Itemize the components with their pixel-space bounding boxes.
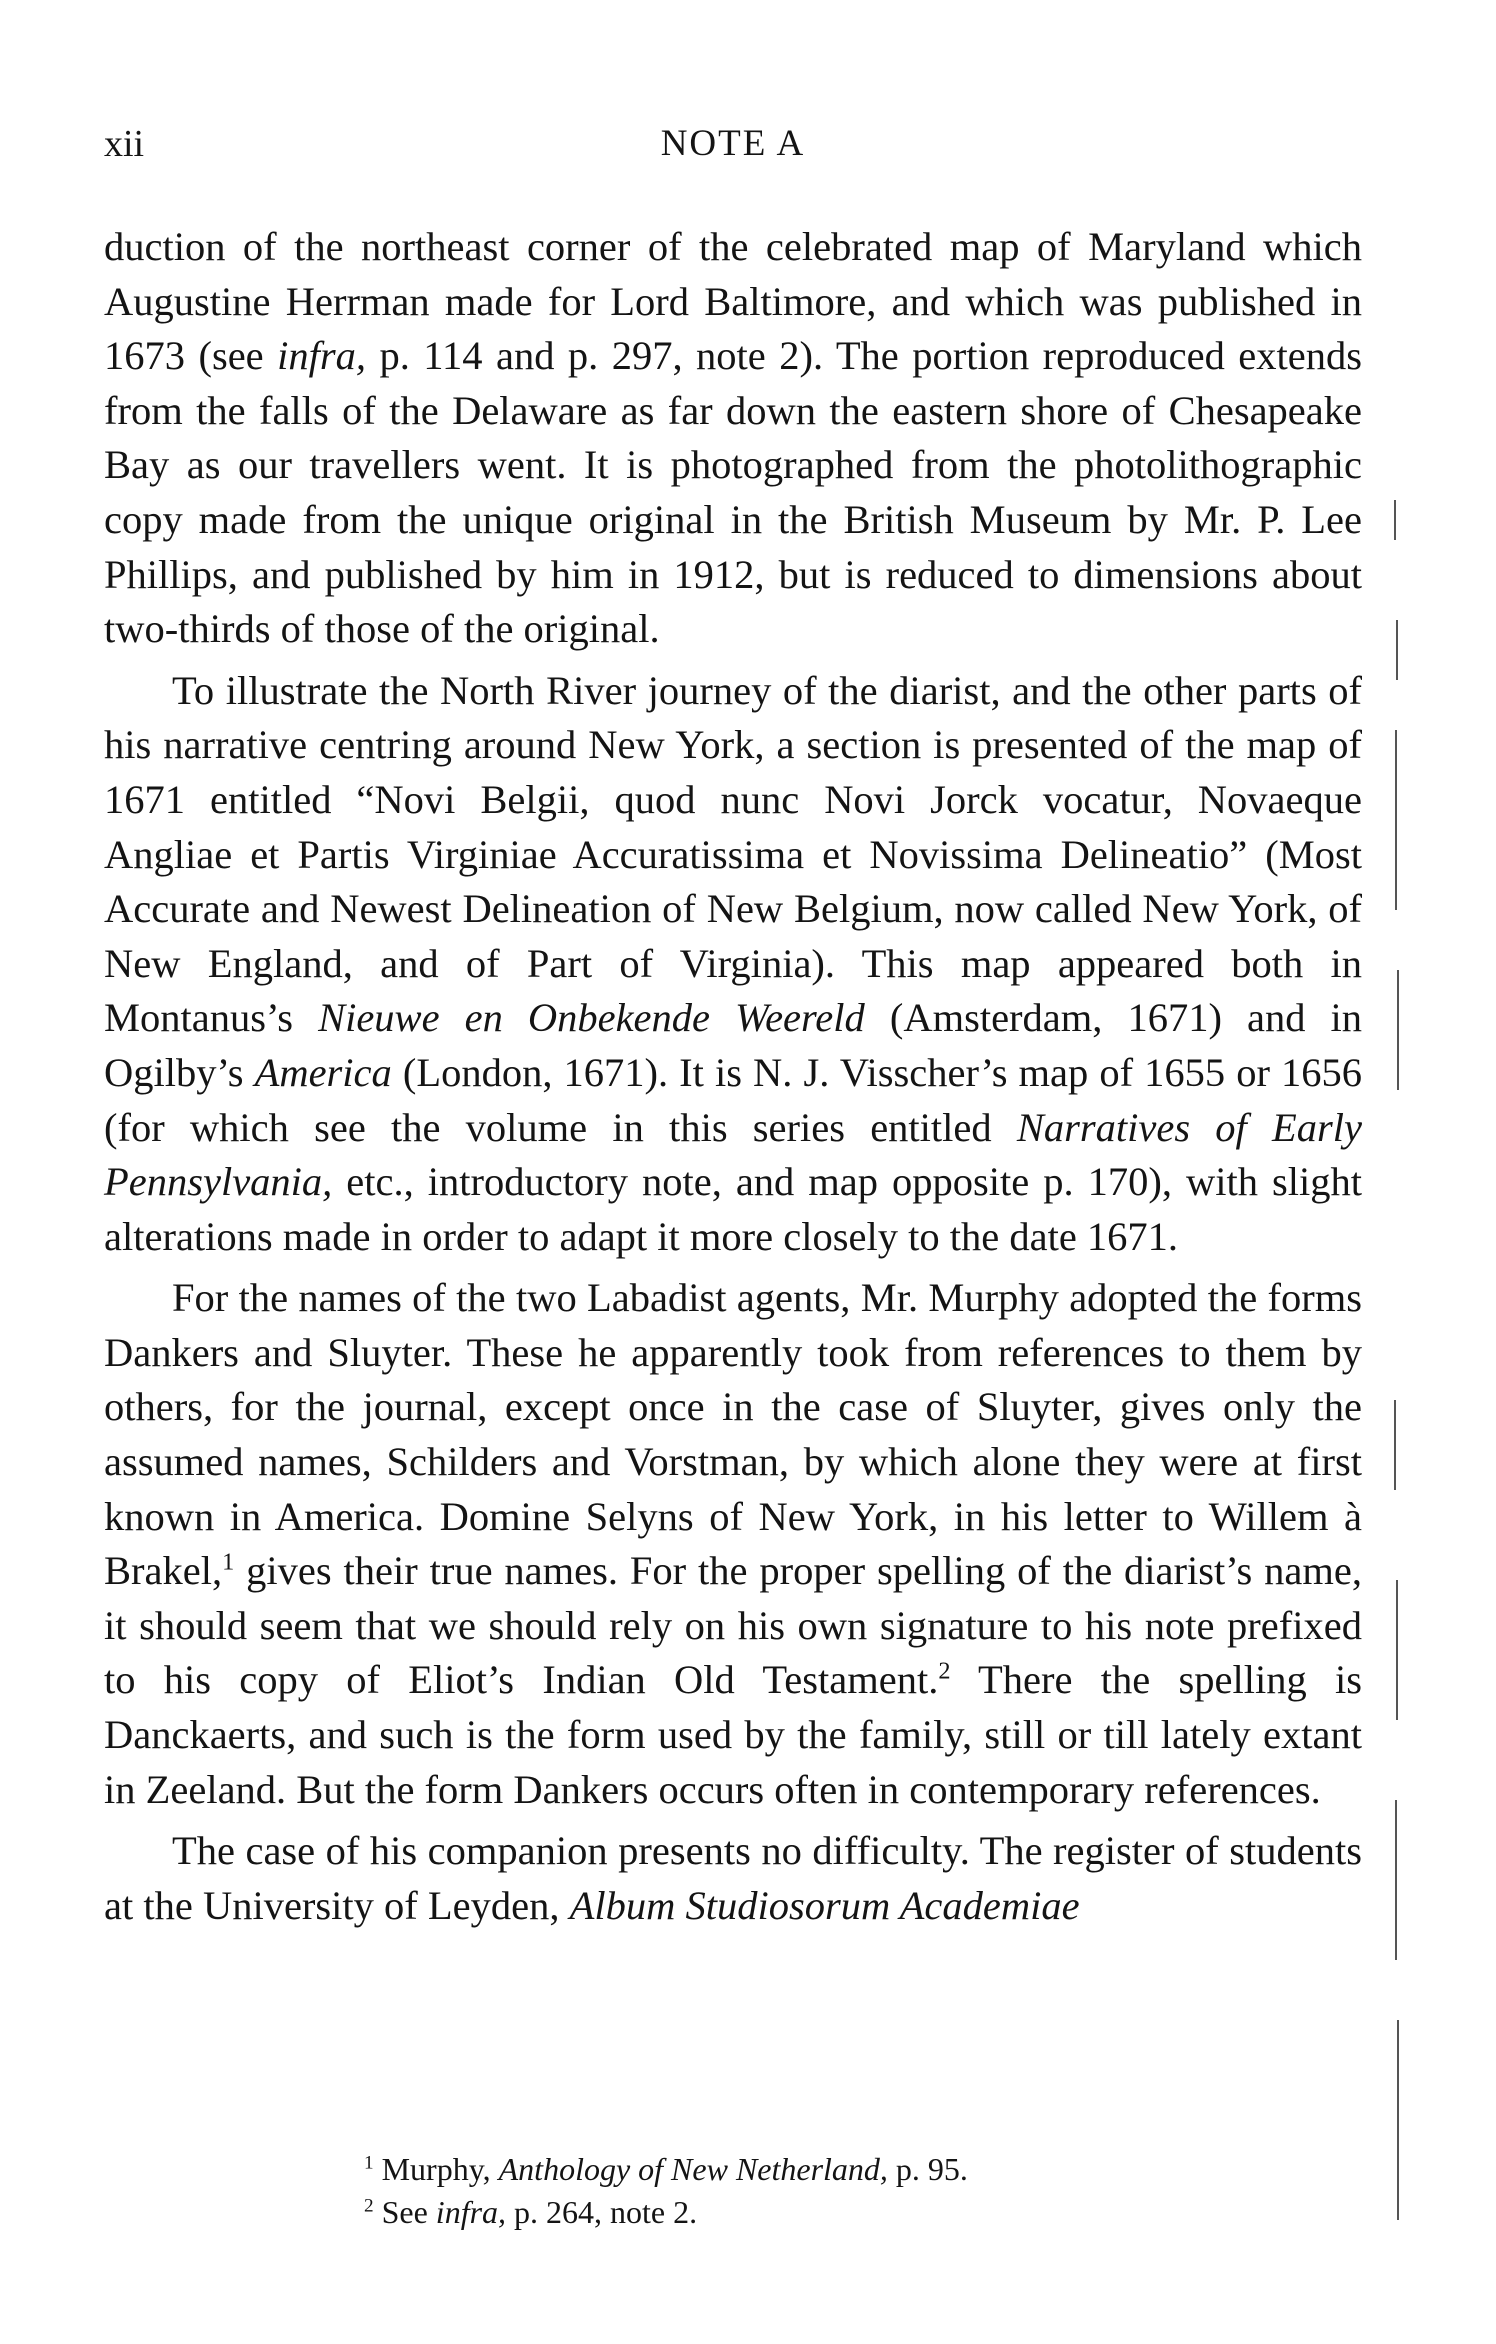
text-run: Murphy, xyxy=(373,2151,499,2187)
italic-text: Nieuwe en Onbekende Weereld xyxy=(318,995,865,1041)
footnote-ref: 2 xyxy=(364,2195,374,2217)
italic-text: Narratives of Early Pennsylvania, xyxy=(104,1104,1362,1205)
running-head-title: NOTE A xyxy=(660,123,806,164)
text-run: There the spelling is Danckaerts, and such is the form used by the family, still or till lately extant in Zeeland. But the form Dankers occurs often in contemporary references. xyxy=(104,1657,1363,1812)
text-run: p. 95. xyxy=(887,2151,968,2187)
text-run: For the names of the two Labadist agents, Mr. Murphy adopted the forms Dankers and Sluyter. These he apparently took from references to them by others, for the journal, except once in the case of Sluyter, gives only the assumed names, Schilders and Vorstman, by which alone they were at first known in America. Domine Selyns of New York, in his letter to Willem à Brakel, xyxy=(104,1275,1362,1594)
footnotes xyxy=(364,2148,968,2234)
paragraph-p2 xyxy=(104,664,1362,1265)
paragraph-p3 xyxy=(104,1271,1362,1817)
scan-edge-marks xyxy=(1388,500,1402,2300)
page-number: xii xyxy=(104,123,145,165)
italic-text: America xyxy=(254,1049,392,1095)
body-text xyxy=(104,220,1362,1933)
footnote-ref: 1 xyxy=(364,2152,374,2174)
italic-text: Album Studiosorum Academiae xyxy=(569,1882,1080,1928)
text-run: p. 114 and p. 297, note 2). The portion reproduced extends from the falls of the Delaware as far down the eastern shore of Chesapeake Bay as our travellers went. It is photographed from the photolithographic copy made from the unique original in the British Museum by Mr. P. Lee Phillips, and published by him in 1912, but is reduced to dimensions about two-thirds of those of the original. xyxy=(104,333,1362,652)
text-run: duction of the northeast corner of the celebrated map of Maryland which Augustine Herrman made for Lord Baltimore, and which was published in 1673 (see xyxy=(104,224,1362,379)
text-run: (London, 1671). It is N. J. Visscher’s map of 1655 or 1656 (for which see the volume in this series entitled xyxy=(104,1049,1362,1150)
footnote-ref: 2 xyxy=(938,1657,951,1685)
running-head xyxy=(104,122,1362,172)
text-run: The case of his companion presents no difficulty. The register of students at the University of Leyden, xyxy=(104,1828,1362,1928)
text-run: p. 264, note 2. xyxy=(506,2194,698,2230)
text-run: etc., introductory note, and map opposite p. 170), with slight alterations made in order to adapt it more closely to the date 1671. xyxy=(104,1159,1362,1259)
paragraph-p4 xyxy=(104,1824,1362,1933)
text-run: See xyxy=(373,2194,436,2230)
paragraph-p1 xyxy=(104,220,1362,657)
italic-text: infra, xyxy=(435,2194,507,2230)
footnote-fn1 xyxy=(364,2148,968,2191)
footnote-ref: 1 xyxy=(222,1548,235,1576)
text-run: gives their true names. For the proper spelling of the diarist’s name, it should seem that we should rely on his own signature to his note prefixed to his copy of Eliot’s Indian Old Testament. xyxy=(104,1548,1362,1703)
text-run: (Amsterdam, 1671) and in Ogilby’s xyxy=(104,995,1362,1095)
italic-text: Anthology of New Netherland, xyxy=(498,2151,888,2187)
footnote-fn2 xyxy=(364,2191,968,2234)
text-run: To illustrate the North River journey of the diarist, and the other parts of his narrative centring around New York, a section is presented of the map of 1671 entitled “Novi Belgii, quod nunc Novi Jorck vocatur, Novaeque Angliae et Partis Virginiae Accuratissima et Novissima Delineatio” (Most Accurate and Newest Delineation of New Belgium, now called New York, of New England, and of Part of Virginia). This map appeared both in Montanus’s xyxy=(104,667,1362,1041)
italic-text: infra, xyxy=(277,333,366,379)
